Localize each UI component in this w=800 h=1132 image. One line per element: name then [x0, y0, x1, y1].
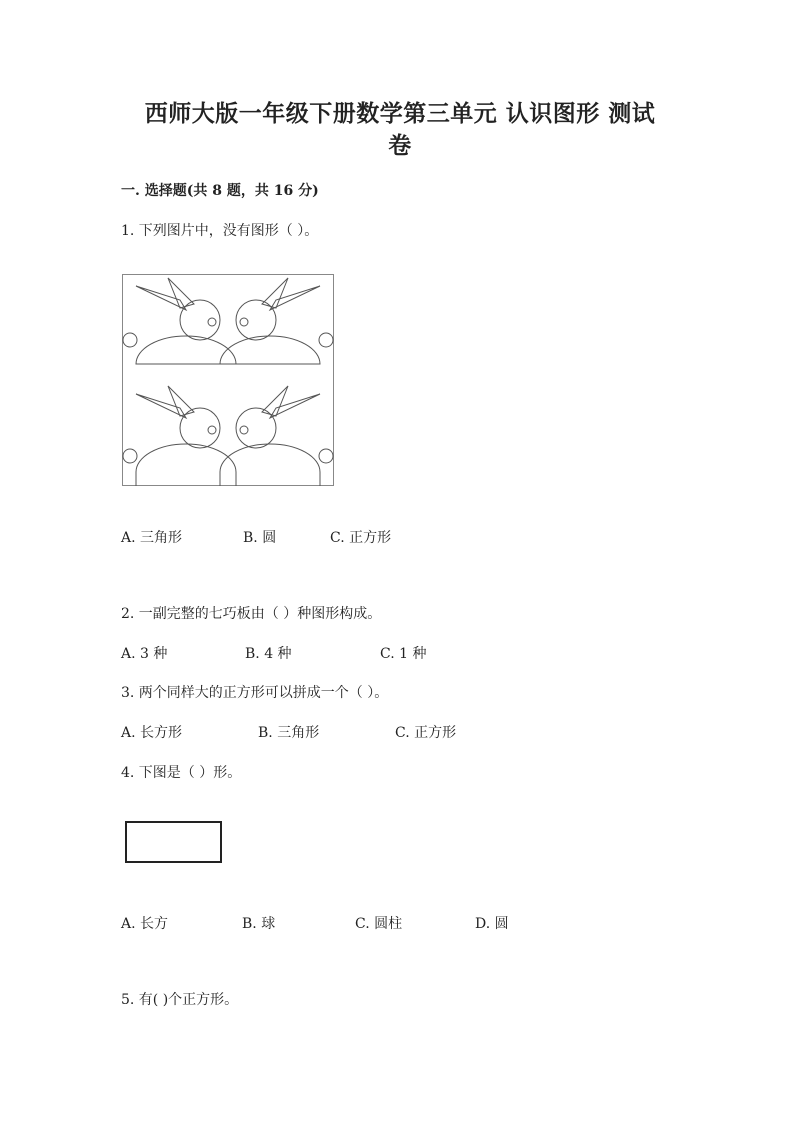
question-3-stem: 3. 两个同样大的正方形可以拼成一个（ ）。	[121, 685, 389, 701]
q3-option-c[interactable]: C. 正方形	[395, 725, 457, 741]
question-4-stem: 4. 下图是（ ）形。	[121, 765, 242, 781]
q4-option-a[interactable]: A. 长方	[121, 916, 169, 932]
q3-option-a[interactable]: A. 长方形	[121, 725, 183, 741]
q4-option-b[interactable]: B. 球	[242, 916, 276, 932]
q4-option-d[interactable]: D. 圆	[475, 916, 509, 932]
title-line-2: 卷	[388, 132, 412, 159]
q1-option-a[interactable]: A. 三角形	[121, 530, 183, 546]
rabbit-row-top	[123, 278, 333, 364]
rectangle-figure	[125, 821, 222, 863]
q1-option-c[interactable]: C. 正方形	[330, 530, 392, 546]
q2-option-b[interactable]: B. 4 种	[245, 646, 292, 662]
rabbits-figure	[122, 274, 334, 486]
page-title	[100, 98, 700, 162]
q3-option-b[interactable]: B. 三角形	[258, 725, 320, 741]
rabbit-row-bottom	[123, 386, 333, 486]
q1-option-b[interactable]: B. 圆	[243, 530, 277, 546]
q4-option-c[interactable]: C. 圆柱	[355, 916, 403, 932]
question-2-stem: 2. 一副完整的七巧板由（ ）种图形构成。	[121, 606, 382, 622]
q2-option-c[interactable]: C. 1 种	[380, 646, 427, 662]
title-line-1: 西师大版一年级下册数学第三单元 认识图形 测试	[144, 100, 656, 127]
section-header: 一. 选择题(共 8 题，共 16 分)	[121, 183, 319, 199]
question-5-stem: 5. 有( )个正方形。	[121, 992, 239, 1008]
q2-option-a[interactable]: A. 3 种	[121, 646, 168, 662]
question-1-stem: 1. 下列图片中，没有图形（ ）。	[121, 223, 319, 239]
